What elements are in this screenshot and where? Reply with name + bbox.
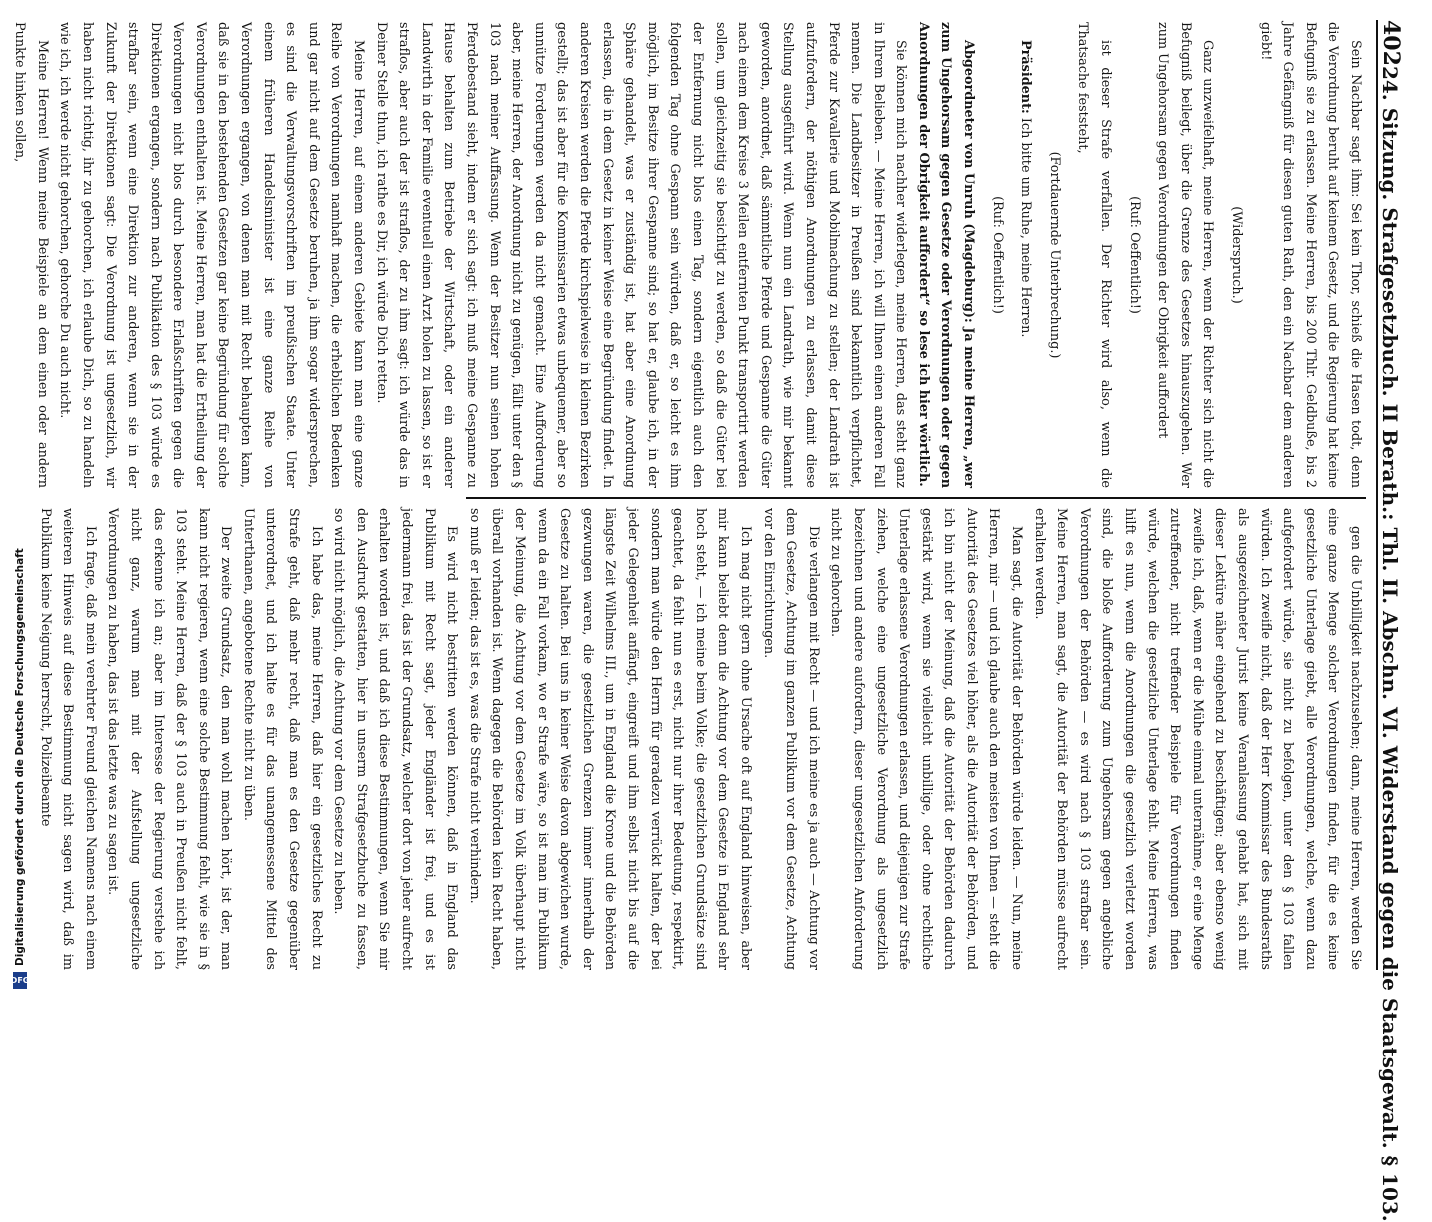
speaker-text: Ich bitte um Ruhe, meine Herren. bbox=[1018, 117, 1034, 338]
speaker-name: Präsident: bbox=[1018, 40, 1034, 114]
body-paragraph: Es wird nicht bestritten werden können, daß in England das Publikum mit Recht sagt, jeder Engländer ist frei, und es ist jedermann frei, das ist der Grundsatz, welcher dort von jeher aufrecht erhalten worden ist, und daß ich diese Bestimmungen, wenn Sie mir den Ausdruck gestatten, hier in unserm Strafgesetzbuche zu fassen, so wird nicht möglich, die Achtung vor dem Gesetze zu heben. bbox=[331, 508, 460, 970]
right-text-column bbox=[33, 508, 1366, 970]
body-paragraph: Ich habe das, meine Herren, daß hier ein gesetzliches Recht zu Strafe geht, daß mehr recht, daß man es den Gesetze gegenüber unterordnet, und ich halte es für das unangemessene Mittel des Unterthanen, angebotene Rechte nicht zu üben. bbox=[240, 508, 324, 970]
running-header bbox=[1376, 20, 1418, 1222]
header-title: 24. Sitzung. Strafgesetzbuch. II Berath.: Thl. II. Abschn. VI. Widerstand gegen die Staatsgewalt. § 103. bbox=[1378, 65, 1402, 1222]
column-divider bbox=[466, 497, 1366, 499]
body-paragraph: Die verlangen mit Recht — und ich meine es ja auch — Achtung vor dem Gesetze, Achtung im ganzen Publikum vor dem Gesetze, Achtung vor den Einrichtungen. bbox=[760, 508, 821, 970]
digitization-credit: Digitalisierung gefördert durch die Deutsche Forschungsgemeinschaft bbox=[14, 548, 26, 966]
interjection: (Widerspruch.) bbox=[1229, 206, 1245, 304]
body-paragraph: Ganz unzweifelhaft, meine Herren, wenn der Richter sich nicht die Befugniß beilegt, über die Grenze des Gesetzes hinauszugehen. Wer zum Ungehorsam gegen Verordnungen der Obrigkeit auffordert bbox=[1155, 22, 1216, 488]
dfg-logo-text: DFG bbox=[10, 976, 30, 985]
body-paragraph: Der zweite Grundsatz, den man wohl machen hört, ist der, man kann nicht regieren, wenn eine solche Bestimmung fehlt, wie sie in § 103 steht. Meine Herren, daß der § 103 auch in Preußen nicht fehlt, das erkenne ich an; aber im Interesse der Regierung verstehe ich nicht ganz, warum man mit der Aufstellung ungesetzliche Verordnungen zu haben, das ist das letzte was zu sagen ist. bbox=[105, 508, 234, 970]
speaker-paragraph bbox=[1014, 22, 1037, 488]
body-paragraph: Ich mag nicht gern ohne Ursache oft auf England hinweisen, aber mir kann beliebt denn die Achtung vor dem Gesetze in England sehr hoch steht, — ich meine beim Volke; die gesetzlichen Grundsätze sind geachtet, da fehlt nun es erst, nicht nur ihrer Bedeutung, respektirt, sondern man würde den Herrn für geradezu verrückt halten, der bei jeder Gelegenheit anfängt, eingreift und ihm selbst nicht bis auf die längste Zeit Wilhelms III., um in England die Krone und die Behörden gezwungen waren, die gesetzlichen Grenzen immer innerhalb der Gesetze zu halten. Bei uns in keiner Weise davon abgewichen wurde, wenn da ein Fall vorkam, wo er Strafe wäre, so ist man im Publikum der Meinung, die Achtung vor dem Gesetze im Volk überhaupt nicht überall vorhanden ist. Wenn dagegen die Behörden kein Recht haben, so muß er leiden; das ist es, was die Strafe nicht verhindern. bbox=[466, 508, 753, 970]
page-number: 402 bbox=[1378, 20, 1404, 66]
interjection: (Ruf: Oeffentlich!) bbox=[1126, 196, 1142, 314]
dfg-logo bbox=[10, 972, 30, 989]
body-paragraph: Ich frage, daß mein verehrter Freund gleichen Namens nach einem weiteren Hinweis auf diese Bestimmung nicht sagen wird, daß im Publikum keine Neigung herrscht, Polizeibeamte bbox=[37, 508, 98, 970]
interjection: (Ruf: Oeffentlich!) bbox=[989, 196, 1005, 314]
interjection bbox=[0, 22, 2, 488]
body-paragraph: ist dieser Strafe verfallen. Der Richter wird also, wenn die Thatsache feststeht, bbox=[1075, 22, 1114, 488]
body-paragraph: Meine Herren! Wenn meine Beispiele an dem einen oder andern Punkte hinken sollen, bbox=[12, 22, 50, 488]
body-paragraph: Sein Nachbar sagt ihm: Sei kein Thor, schieß die Hasen todt, denn die Verordnung beruht auf keinem Gesetz, und die Regierung hat keine Befugniß sie zu erlassen. Meine Herren, bis 200 Thlr. Geldbuße, bis 2 Jahre Gefängniß für diesen guten Rath, den ein Nachbar dem anderen giebt! bbox=[1257, 22, 1363, 488]
body-paragraph: gen die Unbilligkeit nachzusehen; dann, meine Herren, werden Sie eine ganze Menge solcher Verordnungen finden, für die es keine gesetzliche Unterlage giebt, alle Verordnungen, welche, wenn dazu aufgefordert würde, sie nicht zu befolgen, unter den § 103 fallen würden. Ich zweifle nicht, daß der Herr Kommissar des Bundesraths als ausgezeichneter Jurist keine Veranlassung gehabt hat, sich mit dieser Lektüre näher eingehend zu beschäftigen; aber ebenso wenig zweifle ich, daß, wenn er die Mühe einmal unternähme, er eine Menge zutreffender, nicht treffender Beispiele für Verordnungen finden würde, welchen die gesetzliche Unterlage fehlt. Meine Herren, was hilft es nun, wenn die Anordnungen die gesetzlich verletzt worden sind, die bloße Aufforderung zum Ungehorsam gegen angebliche Verordnungen der Behörden — es wird nach § 103 strafbar sein. Meine Herren, man sagt, die Autorität der Behörden müsse aufrecht erhalten werden. bbox=[1031, 508, 1363, 970]
body-paragraph: Man sagt, die Autorität der Behörden würde leiden. — Nun, meine Herren, mir — und ich glaube auch den meisten von Ihnen — steht die Autorität des Gesetzes viel höher, als die Autorität der Behörden, und ich bin nicht der Meinung, daß die Autorität der Behörden dadurch gestärkt wird, wenn sie vielleicht unbillige, oder ohne rechtliche Unterlage erlassene Verordnungen erlassen, und diejenigen zur Strafe ziehen, welche eine ungesetzliche Verordnung als ungesetzlich bezeichnen und andere aufordern, dieser ungesetzlichen Anforderung nicht zu gehorchen. bbox=[828, 508, 1025, 970]
body-paragraph: Meine Herren, auf einem anderen Gebiete kann man eine ganze Reihe von Verordnungen namhaft machen, die erheblichen Bedenken und gar nicht auf dem Gesetze beruhen, ja ihm sogar widersprechen, es sind die Verwaltungsvorschriften im preußischen Staate. Unter einem früheren Handelsminister ist eine ganze Reihe von Verordnungen ergangen, von denen man mit Recht behaupten kann, daß sie in den bestehenden Gesetzen gar keine Begründung für solche Verordnungen enthalten ist. Meine Herren, man hat die Ertheilung der Verordnungen nicht blos durch besondere Erlaßschriften gegen die Direktionen ergangen, sondern nach Publikation des § 103 würde es strafbar sein, wenn eine Direktion zur anderen, wenn sie in der Zukunft der Direktionen sagt: Die Verordnung ist ungesetzlich, wir haben nicht richtig, ihr zu gehorchen, ich erlaube Dich, so zu handeln wie ich, ich werde nicht gehorchen, gehorche Du auch nicht. bbox=[57, 22, 367, 488]
speaker-paragraph: Abgeordneter von Unruh (Magdeburg): Ja meine Herren, „wer zum Ungehorsam gegen Gesetze oder Verordnungen oder gegen Anordnungen der Obrigkeit auffordert“ so lese ich hier wörtlich. bbox=[915, 22, 977, 488]
body-paragraph: Sie können mich nachher widerlegen, meine Herren, das steht ganz in Ihrem Belieben. — Meine Herren, ich will Ihnen einen anderen Fall nennen. Die Landbesitzer in Preußen sind bekanntlich verpflichtet, Pferde zur Kavallerie und Mobilmachung zu stellen; der Landrath ist aufzufordern, der nöthigen Anordnungen zu erlassen, damit diese Stellung ausgeführt wird. Wenn nun ein Landrath, wie mir bekannt geworden, anordnet, daß sämmtliche Pferde und Gespanne die Güter nach einem dem Kreise 3 Meilen entfernten Punkt transportirt werden sollen, um gleichzeitig sie besichtigt zu werden, so daß die Güter bei der Entfernung nicht blos einen Tag, sondern eigentlich auch den folgenden Tag ohne Gespann sein würden, daß er, so leicht es ihm möglich, im Besitze ihrer Gespanne sind; so hat er, glaube ich, in der Sphäre gehandelt, was er zuständig ist, hat aber eine Anordnung erlassen, die in dem Gesetz in keiner Weise eine Begründung findet. In anderen Kreisen werden die Pferde kirchspielweise in kleinen Bezirken gestellt; das ist aber für die Kommissarien etwas unbequemer, aber so unnütze Forderungen werden da nicht gemacht. Eine Aufforderung aber, meine Herren, der Anordnung nicht zu genügen, fällt unter den § 103 nach meiner Auffassung. Wenn der Besitzer nun seinen hohen Pferdebestand sieht, indem er sich sagt: ich muß meine Gespanne zu Hause behalten zum Betriebe der Wirtschaft, oder ein anderer Landwirth in der Familie eventuell einen Arzt holen zu lassen, so ist er straflos, aber auch der ist straflos, der zu ihm sagt: ich würde das in Deiner Stelle thun, ich rathe es Dir, ich würde Dich retten. bbox=[373, 22, 909, 488]
left-text-column bbox=[0, 22, 1366, 488]
interjection: (Fortdauernde Unterbrechung.) bbox=[1046, 151, 1062, 359]
